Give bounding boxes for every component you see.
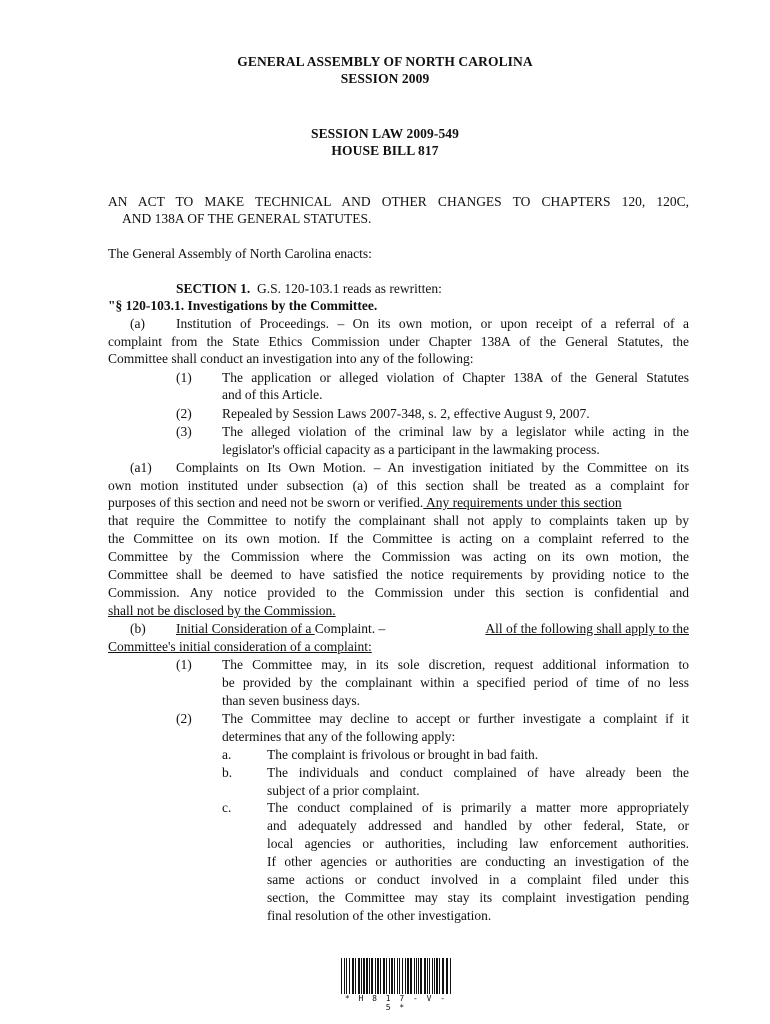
barcode-image bbox=[341, 958, 451, 994]
barcode-bar bbox=[358, 958, 360, 994]
sub-item-letter: a. bbox=[222, 747, 232, 762]
inserted-text-line: the Committee on its own motion. If the Committee is acting on a complaint referred to the bbox=[108, 531, 689, 546]
list-item-text: The alleged violation of the criminal law by a legislator while acting in the bbox=[222, 424, 689, 439]
section-1-label: SECTION 1. bbox=[176, 281, 251, 296]
barcode-bar bbox=[375, 958, 376, 994]
barcode-bar bbox=[424, 958, 426, 994]
barcode-bar bbox=[349, 958, 350, 994]
barcode-bar bbox=[434, 958, 435, 994]
list-item-number: (1) bbox=[176, 657, 192, 672]
para-a1-line-2: own motion instituted under subsection (a) of this section shall be treated as a complaint for bbox=[108, 478, 689, 493]
barcode-bar bbox=[341, 958, 342, 994]
barcode-bar bbox=[429, 958, 430, 994]
para-a-line-2: complaint from the State Ethics Commission under Chapter 138A of the General Statutes, the bbox=[108, 334, 689, 349]
list-item-number: (1) bbox=[176, 370, 192, 385]
sub-item-text: If other agencies or authorities are conducting an investigation of the bbox=[267, 854, 689, 869]
para-b-line-2: Committee's initial consideration of a complaint: bbox=[108, 639, 372, 654]
barcode-bar bbox=[410, 958, 412, 994]
list-item-text: be provided by the complainant within a specified period of time of no less bbox=[222, 675, 689, 690]
assembly-title: GENERAL ASSEMBLY OF NORTH CAROLINA bbox=[237, 54, 533, 69]
sub-item-text: and adequately addressed and handled by other federal, State, or bbox=[267, 818, 689, 833]
sub-item-text: same actions or conduct involved in a complaint filed under this bbox=[267, 872, 689, 887]
barcode-bar bbox=[352, 958, 354, 994]
barcode-bar bbox=[386, 958, 387, 994]
list-item-number: (2) bbox=[176, 406, 192, 421]
list-item-number: (3) bbox=[176, 424, 192, 439]
list-item-number: (2) bbox=[176, 711, 192, 726]
barcode-bar bbox=[363, 958, 365, 994]
para-a-marker: (a) bbox=[130, 316, 145, 331]
barcode-bar bbox=[344, 958, 345, 994]
act-title-line-2: AND 138A OF THE GENERAL STATUTES. bbox=[122, 211, 372, 226]
list-item-text: and of this Article. bbox=[222, 387, 323, 402]
barcode-bar bbox=[366, 958, 368, 994]
inserted-text-line: Commission. Any notice provided to the Commission under this section is confidential and bbox=[108, 585, 689, 600]
barcode-bar bbox=[383, 958, 385, 994]
barcode-bar bbox=[439, 958, 440, 994]
act-title-line-1: AN ACT TO MAKE TECHNICAL AND OTHER CHANGES TO CHAPTERS 120, 120C, bbox=[108, 194, 689, 209]
sub-item-letter: b. bbox=[222, 765, 233, 780]
barcode-bar bbox=[414, 958, 415, 994]
para-a1-line-3: purposes of this section and need not be sworn or verified. Any requirements under this section bbox=[108, 495, 622, 510]
barcode-bar bbox=[369, 958, 370, 994]
inserted-text-line: that require the Committee to notify the complainant shall not apply to complaints taken up by bbox=[108, 513, 689, 528]
barcode-bar bbox=[371, 958, 373, 994]
barcode-bar bbox=[420, 958, 422, 994]
sub-item-text: final resolution of the other investigation. bbox=[267, 908, 492, 923]
session-law-label: SESSION LAW 2009-549 bbox=[310, 126, 460, 141]
session-label: SESSION 2009 bbox=[340, 71, 430, 86]
barcode-bar bbox=[377, 958, 379, 994]
section-1-text: G.S. 120-103.1 reads as rewritten: bbox=[257, 281, 442, 296]
sub-item-text: The complaint is frivolous or brought in bad faith. bbox=[267, 747, 539, 762]
barcode-bar bbox=[361, 958, 362, 994]
inserted-text-line: shall not be disclosed by the Commission. bbox=[108, 603, 336, 618]
barcode-bar bbox=[432, 958, 433, 994]
barcode-bar bbox=[389, 958, 390, 994]
barcode-bar bbox=[405, 958, 406, 994]
barcode-bar bbox=[399, 958, 400, 994]
barcode-text: * H 8 1 7 - V - 5 * bbox=[344, 994, 448, 1012]
para-a-line-1: Institution of Proceedings. – On its own motion, or upon receipt of a referral of a bbox=[176, 316, 689, 331]
barcode-bar bbox=[355, 958, 356, 994]
list-item-text: The Committee may, in its sole discretion, request additional information to bbox=[222, 657, 689, 672]
sub-item-text: The individuals and conduct complained of have already been the bbox=[267, 765, 689, 780]
list-item-text: than seven business days. bbox=[222, 693, 360, 708]
barcode-bar bbox=[446, 958, 448, 994]
inserted-text-line: Committee by the Commission where the Commission was acting on its own motion, the bbox=[108, 549, 689, 564]
list-item-text: The Committee may decline to accept or further investigate a complaint if it bbox=[222, 711, 689, 726]
house-bill-label: HOUSE BILL 817 bbox=[331, 143, 439, 158]
barcode-bar bbox=[346, 958, 347, 994]
sub-item-letter: c. bbox=[222, 800, 232, 815]
barcode-bar bbox=[450, 958, 451, 994]
barcode-bar bbox=[397, 958, 398, 994]
barcode-bar bbox=[402, 958, 403, 994]
para-a1-marker: (a1) bbox=[130, 460, 152, 475]
sub-item-text: subject of a prior complaint. bbox=[267, 783, 420, 798]
sub-item-text: The conduct complained of is primarily a matter more appropriately bbox=[267, 800, 689, 815]
section-1-intro bbox=[176, 280, 442, 297]
sub-item-text: local agencies or authorities, including law enforcement authorities. bbox=[267, 836, 689, 851]
enacting-clause: The General Assembly of North Carolina enacts: bbox=[108, 246, 372, 261]
barcode-bar bbox=[442, 958, 444, 994]
list-item-text: Repealed by Session Laws 2007-348, s. 2, effective August 9, 2007. bbox=[222, 406, 590, 421]
barcode-bar bbox=[416, 958, 417, 994]
para-a-line-3: Committee shall conduct an investigation into any of the following: bbox=[108, 351, 474, 366]
barcode-bar bbox=[436, 958, 438, 994]
para-a1-line-1: Complaints on Its Own Motion. – An investigation initiated by the Committee on its bbox=[176, 460, 689, 475]
list-item-text: determines that any of the following apply: bbox=[222, 729, 456, 744]
barcode-bar bbox=[380, 958, 381, 994]
para-b-line-1: Initial Consideration of a Complaint. – All of the following shall apply to the bbox=[176, 621, 689, 636]
section-heading: "§ 120-103.1. Investigations by the Committee. bbox=[108, 298, 378, 313]
inserted-text-line: Committee shall be deemed to have satisfied the notice requirements by providing notice to the bbox=[108, 567, 689, 582]
barcode-bar bbox=[391, 958, 393, 994]
barcode-bar bbox=[418, 958, 419, 994]
para-b-marker: (b) bbox=[130, 621, 146, 636]
barcode-bar bbox=[427, 958, 428, 994]
list-item-text: The application or alleged violation of Chapter 138A of the General Statutes bbox=[222, 370, 689, 385]
barcode-bar bbox=[407, 958, 409, 994]
sub-item-text: section, the Committee may stay its complaint investigation pending bbox=[267, 890, 689, 905]
barcode-bar bbox=[394, 958, 395, 994]
list-item-text: legislator's official capacity as a participant in the lawmaking process. bbox=[222, 442, 600, 457]
